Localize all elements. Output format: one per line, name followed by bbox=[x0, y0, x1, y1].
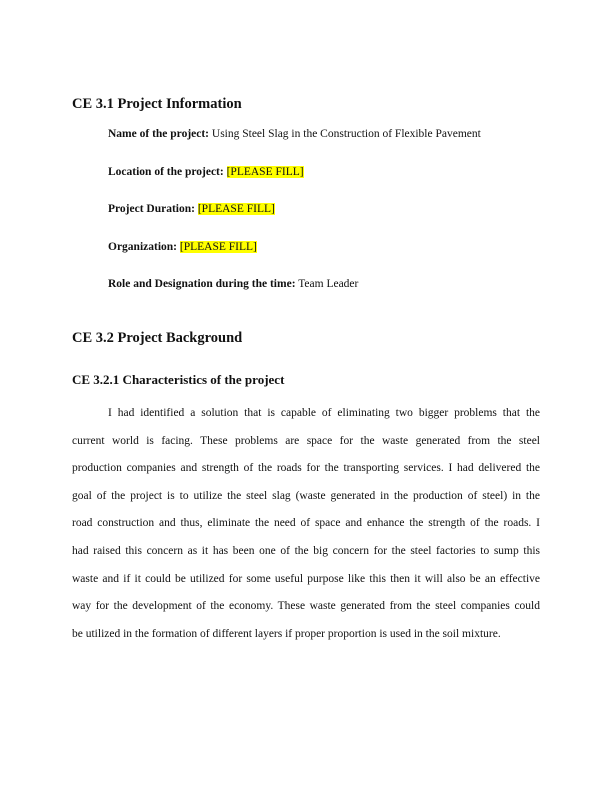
field-label: Organization: bbox=[108, 241, 177, 253]
subheading-characteristics: CE 3.2.1 Characteristics of the project bbox=[72, 372, 285, 387]
field-value: Using Steel Slag in the Construction of Flexible Pavement bbox=[211, 128, 481, 140]
paragraph-line: I had identified a solution that is capable of eliminating two bigger problems that the bbox=[108, 407, 540, 419]
field-project-name bbox=[108, 128, 481, 140]
paragraph-line: waste and if it could be utilized for some useful purpose like this then it will also be an effective bbox=[72, 572, 540, 585]
paragraph-line: be utilized in the formation of different layers if proper proportion is used in the soil mixture. bbox=[72, 627, 501, 640]
field-label: Name of the project: bbox=[108, 128, 210, 140]
paragraph-line: goal of the project is to utilize the steel slag (waste generated in the production of steel) in the bbox=[72, 489, 540, 502]
heading-project-background: CE 3.2 Project Background bbox=[72, 330, 243, 346]
field-organization bbox=[108, 241, 257, 253]
field-label: Role and Designation during the time: bbox=[108, 278, 296, 290]
field-project-duration bbox=[108, 203, 275, 215]
field-value: Team Leader bbox=[298, 278, 359, 290]
field-label: Project Duration: bbox=[108, 203, 195, 215]
field-label: Location of the project: bbox=[108, 166, 224, 178]
body-paragraph bbox=[72, 400, 540, 648]
paragraph-line: production companies and strength of the roads for the transporting services. I had delivered the bbox=[72, 462, 540, 475]
field-project-location bbox=[108, 166, 304, 178]
field-value-placeholder: [PLEASE FILL] bbox=[179, 241, 257, 253]
field-role-designation bbox=[108, 278, 358, 290]
field-value-placeholder: [PLEASE FILL] bbox=[226, 166, 304, 178]
paragraph-line: way for the development of the economy. These waste generated from the steel companies could bbox=[72, 600, 540, 613]
paragraph-line: had raised this concern as it has been one of the big concern for the steel factories to sump this bbox=[72, 544, 540, 557]
heading-project-information: CE 3.1 Project Information bbox=[72, 96, 242, 112]
paragraph-line: current world is facing. These problems are space for the waste generated from the steel bbox=[72, 434, 540, 447]
field-value-placeholder: [PLEASE FILL] bbox=[197, 203, 275, 215]
paragraph-line: road construction and thus, eliminate the need of space and enhance the strength of the roads. I bbox=[72, 517, 540, 530]
